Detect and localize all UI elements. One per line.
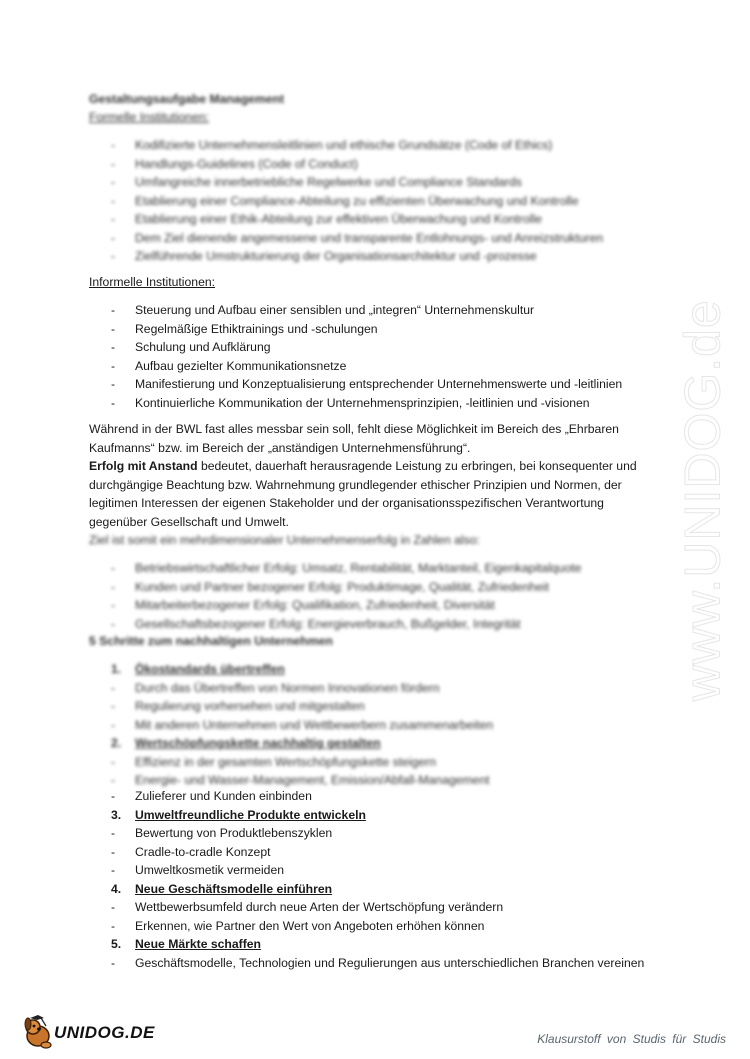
list-item: - Handlungs-Guidelines (Code of Conduct) xyxy=(89,155,659,174)
step-2-list xyxy=(89,753,659,790)
logo-text: UNIDOG.DE xyxy=(54,1023,155,1042)
step-title: Ökostandards übertreffen xyxy=(135,662,285,676)
list-item: - Regulierung vorhersehen und mitgestalten xyxy=(89,697,659,716)
footer-tagline: Klausurstoff von Studis für Studis xyxy=(537,1032,726,1046)
list-item: - Umfangreiche innerbetriebliche Regelwerke und Compliance Standards xyxy=(89,173,659,192)
list-item: - Wettbewerbsumfeld durch neue Arten der Wertschöpfung verändern xyxy=(89,898,659,917)
body-paragraph xyxy=(89,420,659,531)
step-4 xyxy=(89,880,659,899)
list-item: - Schulung und Aufklärung xyxy=(89,338,659,357)
steps-title: 5 Schritte zum nachhaltigen Unternehmen xyxy=(89,634,333,648)
list-item: - Betriebswirtschaftlicher Erfolg: Umsatz, Rentabilität, Marktanteil, Eigenkapitalquote xyxy=(89,559,659,578)
list-item: - Steuerung und Aufbau einer sensiblen und „integren“ Unternehmenskultur xyxy=(89,301,659,320)
step-title: Neue Märkte schaffen xyxy=(135,937,261,951)
paragraph-erfolg-text: bedeutet, dauerhaft herausragende Leistung zu erbringen, bei konsequenter und durchgängige Beachtung bzw. Wahrnehmung grundlegender ethischer Prinzipien und Normen, der legitimen Interessen der eigenen Stakeholder und der organisationsspezifischen Verantwortung gegenüber Gesellschaft und Umwelt. xyxy=(89,459,637,529)
step-4-list xyxy=(89,898,659,935)
informal-institutions-title: Informelle Institutionen: xyxy=(89,275,216,289)
list-item: - Mit anderen Unternehmen und Wettbewerbern zusammenarbeiten xyxy=(89,716,659,735)
step-number: 1. xyxy=(111,662,122,676)
step-number: 4. xyxy=(111,881,122,896)
step-3-list xyxy=(89,824,659,880)
informal-institutions-list xyxy=(89,301,659,412)
list-item: - Erkennen, wie Partner den Wert von Angeboten erhöhen können xyxy=(89,917,659,936)
list-item: - Cradle-to-cradle Konzept xyxy=(89,843,659,862)
step-2-last-item xyxy=(89,787,659,806)
bold-lead: Erfolg mit Anstand xyxy=(89,459,198,473)
list-item: - Manifestierung und Konzeptualisierung entsprechender Unternehmenswerte und -leitlinien xyxy=(89,375,659,394)
step-number: 2. xyxy=(111,736,122,750)
step-title: Neue Geschäftsmodelle einführen xyxy=(135,881,333,896)
list-item: - Regelmäßige Ethiktrainings und -schulungen xyxy=(89,320,659,339)
step-1-list xyxy=(89,679,659,735)
section-heading: Gestaltungsaufgabe Management xyxy=(89,92,285,106)
step-title: Umweltfreundliche Produkte entwickeln xyxy=(135,807,366,822)
step-5 xyxy=(89,935,659,954)
list-item: - Kodifizierte Unternehmensleitlinien und ethische Grundsätze (Code of Ethics) xyxy=(89,136,659,155)
step-1 xyxy=(89,660,659,679)
list-item: - Umweltkosmetik vermeiden xyxy=(89,861,659,880)
step-5-list xyxy=(89,954,659,973)
list-item: - Bewertung von Produktlebenszyklen xyxy=(89,824,659,843)
list-item: - Mitarbeiterbezogener Erfolg: Qualifikation, Zufriedenheit, Diversität xyxy=(89,596,659,615)
step-3 xyxy=(89,806,659,825)
paragraph-erfolg xyxy=(89,457,659,531)
step-2 xyxy=(89,734,659,753)
step-number: 5. xyxy=(111,937,122,951)
step-number: 3. xyxy=(111,807,122,822)
success-dimensions-list xyxy=(89,559,659,633)
list-item: - Durch das Übertreffen von Normen Innovationen fördern xyxy=(89,679,659,698)
steps-3-5 xyxy=(89,787,659,972)
list-item: - Kunden und Partner bezogener Erfolg: Produktimage, Qualität, Zufriedenheit xyxy=(89,578,659,597)
list-item: - Gesellschaftsbezogener Erfolg: Energieverbrauch, Bußgelder, Integrität xyxy=(89,615,659,634)
list-item: - Energie- und Wasser-Management, Emission/Abfall-Management xyxy=(89,771,659,790)
formal-institutions-list xyxy=(89,136,659,266)
dog-mascot-icon xyxy=(22,1012,58,1052)
list-item: - Etablierung einer Ethik-Abteilung zur effektiven Überwachung und Kontrolle xyxy=(89,210,659,229)
steps-1-2 xyxy=(89,660,659,790)
list-item: - Geschäftsmodelle, Technologien und Regulierungen aus unterschiedlichen Branchen vereinen xyxy=(89,954,659,973)
goal-line: Ziel ist somit ein mehrdimensionaler Unternehmenserfolg in Zahlen also: xyxy=(89,533,480,547)
paragraph-line-bwl: Während in der BWL fast alles messbar sein soll, fehlt diese Möglichkeit im Bereich des „Ehrbaren Kaufmanns“ bzw. im Bereich der „anständigen Unternehmensführung“. xyxy=(89,422,619,455)
formal-institutions-title: Formelle Institutionen: xyxy=(89,110,209,124)
list-item: - Kontinuierliche Kommunikation der Unternehmensprinzipien, -leitlinien und -visionen xyxy=(89,394,659,413)
unidog-logo xyxy=(22,1012,162,1052)
list-item: - Zielführende Umstrukturierung der Organisationsarchitektur und -prozesse xyxy=(89,247,659,266)
list-item: - Zulieferer und Kunden einbinden xyxy=(89,787,659,806)
list-item: - Dem Ziel dienende angemessene und transparente Entlohnungs- und Anreizstrukturen xyxy=(89,229,659,248)
watermark xyxy=(668,250,738,750)
step-title: Wertschöpfungskette nachhaltig gestalten xyxy=(135,736,381,750)
list-item: - Etablierung einer Compliance-Abteilung zu effizienten Überwachung und Kontrolle xyxy=(89,192,659,211)
list-item: - Effizienz in der gesamten Wertschöpfungskette steigern xyxy=(89,753,659,772)
watermark-text: www.UNIDOG.de xyxy=(674,299,731,701)
list-item: - Aufbau gezielter Kommunikationsnetze xyxy=(89,357,659,376)
